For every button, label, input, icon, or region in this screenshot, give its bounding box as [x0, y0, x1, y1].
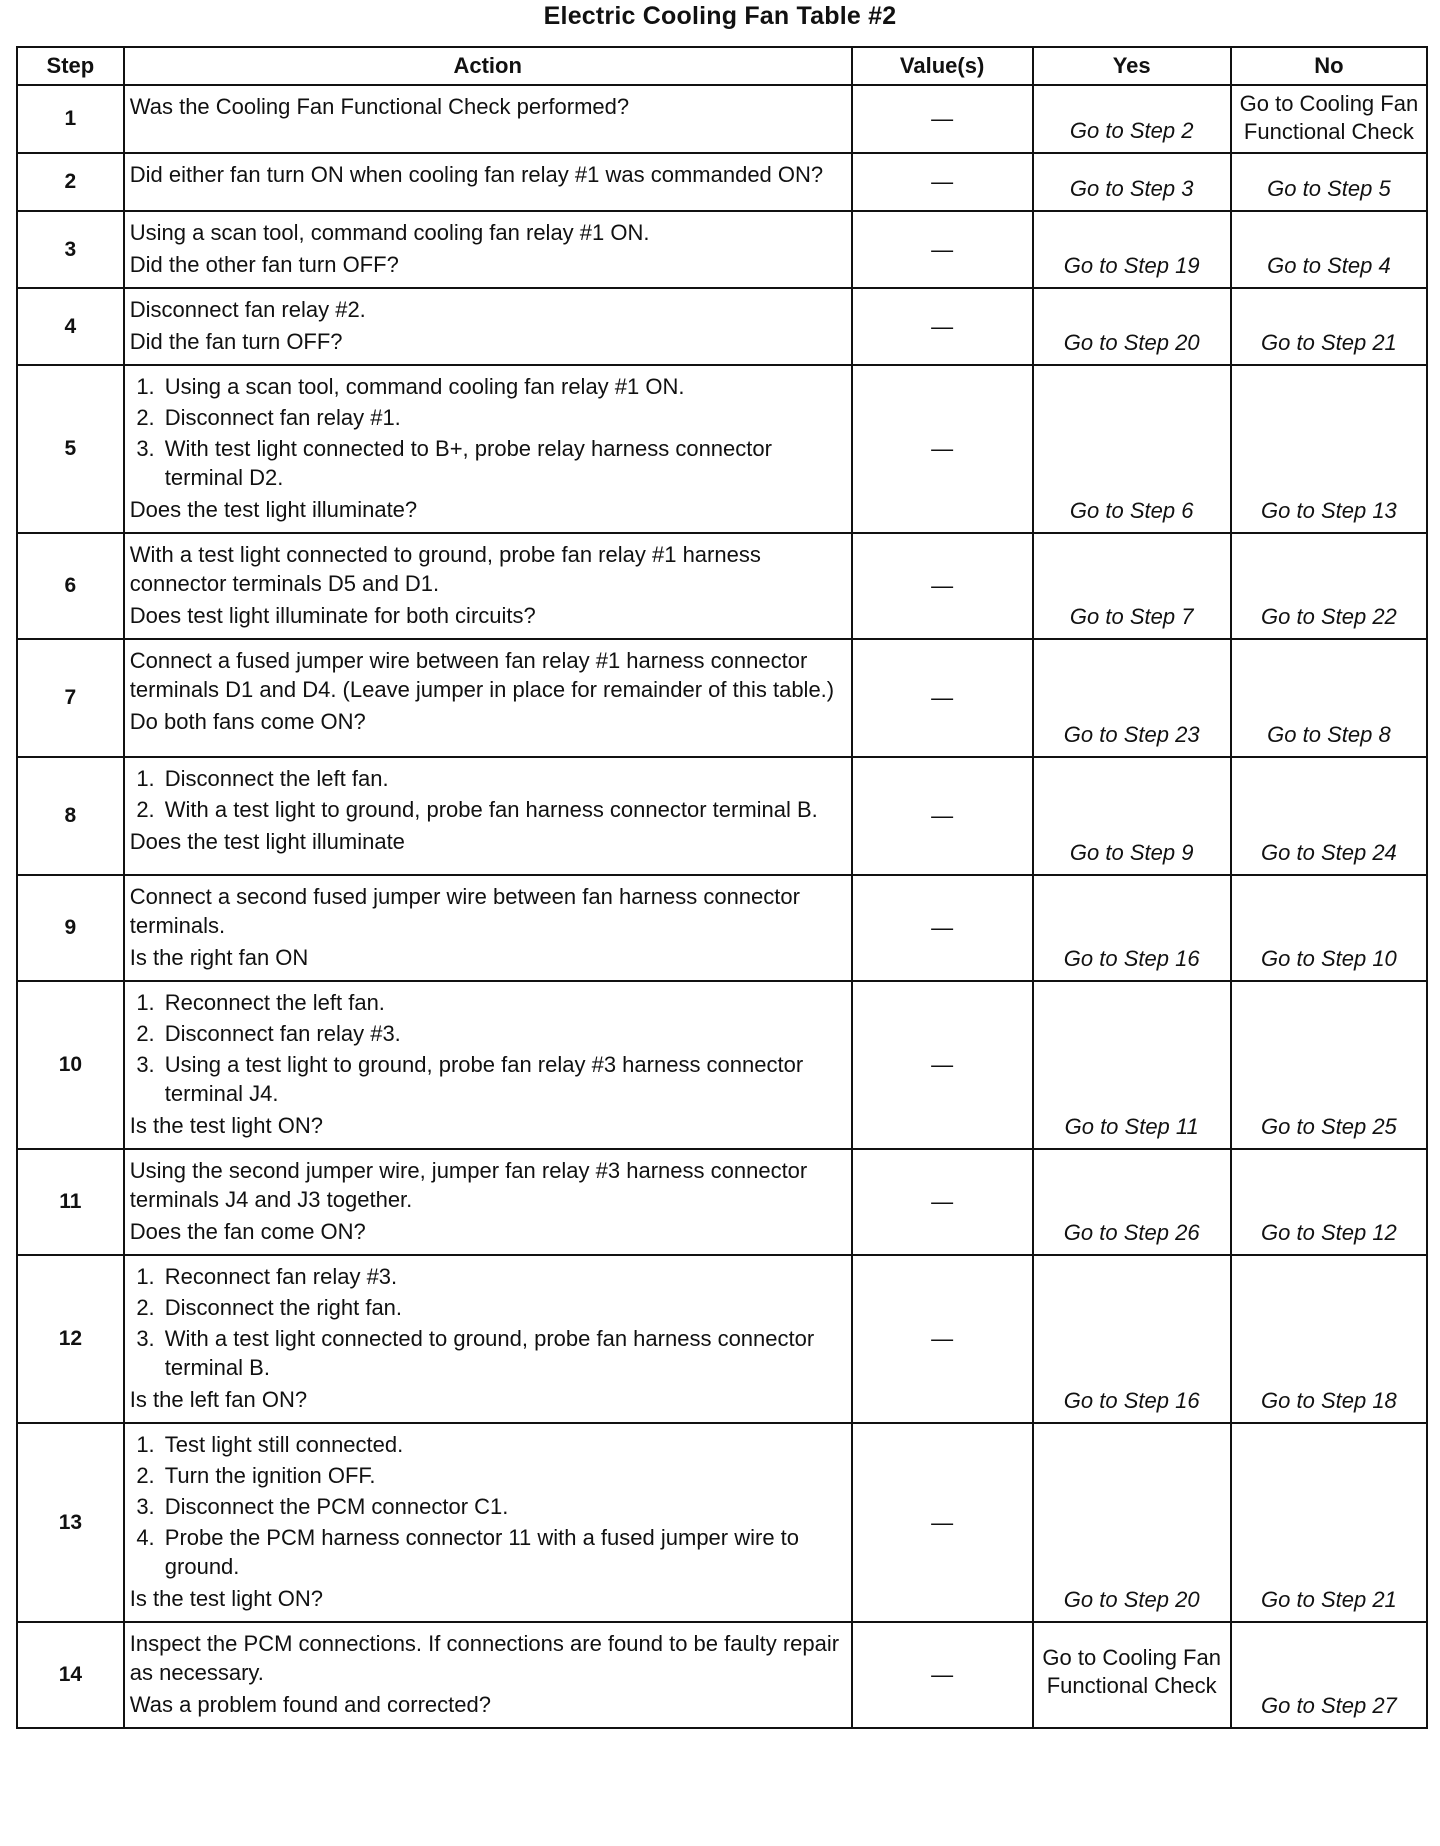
no-action — [1231, 211, 1427, 288]
table-row — [17, 757, 1427, 875]
table-row — [17, 85, 1427, 153]
no-action-text: Go to Step 25 — [1261, 1114, 1397, 1139]
step-number: 2 — [17, 153, 124, 211]
value-cell: — — [852, 1622, 1033, 1728]
action-cell — [124, 365, 852, 533]
step-number: 13 — [17, 1423, 124, 1622]
action-cell — [124, 211, 852, 288]
yes-action-text: Go to Step 20 — [1063, 330, 1200, 355]
yes-action — [1033, 153, 1231, 211]
value-cell: — — [852, 1149, 1033, 1255]
action-cell — [124, 533, 852, 639]
no-action-text: Go to Step 4 — [1267, 253, 1391, 278]
no-action-text: Go to Step 13 — [1261, 498, 1397, 523]
action-text: Does test light illuminate for both circuits? — [129, 603, 536, 628]
action-list-item: 1. Using a scan tool, command cooling fan relay #1 ON. — [161, 372, 843, 401]
table-row — [17, 981, 1427, 1149]
value-cell: — — [852, 533, 1033, 639]
yes-action-text: Go to Step 20 — [1063, 1587, 1200, 1612]
action-cell — [124, 875, 852, 981]
value-cell: — — [852, 211, 1033, 288]
action-list-item: 2. Disconnect the right fan. — [161, 1293, 843, 1322]
table-row — [17, 639, 1427, 757]
yes-action-text: Go to Step 7 — [1069, 604, 1194, 629]
yes-action — [1033, 1423, 1231, 1622]
action-list-item: 3. Disconnect the PCM connector C1. — [161, 1492, 843, 1521]
action-list — [130, 988, 843, 1108]
no-action-text: Go to Step 24 — [1261, 840, 1397, 865]
yes-action-text: Go to Step 9 — [1069, 840, 1194, 865]
action-text: Using a scan tool, command cooling fan relay #1 ON. — [129, 220, 650, 245]
no-action — [1231, 365, 1427, 533]
yes-action — [1033, 1622, 1231, 1728]
no-action — [1231, 1255, 1427, 1423]
value-cell: — — [852, 875, 1033, 981]
value-cell: — — [852, 757, 1033, 875]
action-cell — [124, 639, 852, 757]
action-text: With a test light connected to ground, probe fan relay #1 harness connector terminals D5 and D1. — [129, 542, 761, 596]
action-cell — [124, 981, 852, 1149]
yes-action-text: Go to Step 6 — [1069, 498, 1194, 523]
yes-action-text: Go to Step 16 — [1063, 946, 1200, 971]
action-list-item: 2. Turn the ignition OFF. — [161, 1461, 843, 1490]
no-action — [1231, 981, 1427, 1149]
value-cell: — — [852, 1255, 1033, 1423]
yes-action-text: Go to Step 26 — [1063, 1220, 1200, 1245]
table-row — [17, 288, 1427, 365]
action-text: Was a problem found and corrected? — [129, 1692, 491, 1717]
header-action: Action — [124, 47, 852, 85]
no-action — [1231, 153, 1427, 211]
action-text: Connect a second fused jumper wire between fan harness connector terminals. — [129, 884, 800, 938]
yes-action-text: Go to Step 16 — [1063, 1388, 1200, 1413]
action-text: Is the right fan ON — [129, 945, 309, 970]
yes-action — [1033, 85, 1231, 153]
action-list — [130, 764, 843, 824]
table-row — [17, 1622, 1427, 1728]
header-value: Value(s) — [852, 47, 1033, 85]
action-text: Disconnect fan relay #2. — [129, 297, 366, 322]
value-cell: — — [852, 153, 1033, 211]
step-number: 1 — [17, 85, 124, 153]
step-number: 8 — [17, 757, 124, 875]
no-action — [1231, 288, 1427, 365]
table-row — [17, 1149, 1427, 1255]
action-question: Is the left fan ON? — [129, 1387, 308, 1412]
step-number: 4 — [17, 288, 124, 365]
no-action-text: Go to Step 18 — [1261, 1388, 1397, 1413]
action-list — [130, 372, 843, 492]
table-row — [17, 875, 1427, 981]
yes-action — [1033, 1149, 1231, 1255]
value-cell: — — [852, 639, 1033, 757]
yes-action — [1033, 639, 1231, 757]
yes-action-text: Go to Step 2 — [1069, 118, 1194, 143]
table-title: Electric Cooling Fan Table #2 — [543, 2, 897, 30]
yes-action — [1033, 757, 1231, 875]
header-no: No — [1231, 47, 1427, 85]
yes-action-text: Go to Step 3 — [1069, 176, 1194, 201]
action-text: Did the fan turn OFF? — [129, 329, 343, 354]
no-action — [1231, 1423, 1427, 1622]
action-list-item: 1. Reconnect the left fan. — [161, 988, 843, 1017]
action-cell — [124, 85, 852, 153]
action-list-item: 3. Using a test light to ground, probe fan relay #3 harness connector terminal J4. — [161, 1050, 843, 1108]
action-list-item: 4. Probe the PCM harness connector 11 with a fused jumper wire to ground. — [161, 1523, 843, 1581]
header-step: Step — [17, 47, 124, 85]
no-action — [1231, 85, 1427, 153]
action-text: Did the other fan turn OFF? — [129, 252, 399, 277]
step-number: 10 — [17, 981, 124, 1149]
action-question: Is the test light ON? — [129, 1586, 323, 1611]
action-question: Does the test light illuminate? — [129, 497, 418, 522]
action-list-item: 3. With a test light connected to ground, probe fan harness connector terminal B. — [161, 1324, 843, 1382]
no-action-text: Go to Step 8 — [1267, 722, 1391, 747]
action-text: Inspect the PCM connections. If connections are found to be faulty repair as necessary. — [129, 1631, 840, 1685]
no-action-text: Go to Cooling Fan Functional Check — [1239, 91, 1419, 144]
step-number: 11 — [17, 1149, 124, 1255]
action-cell — [124, 1149, 852, 1255]
no-action-text: Go to Step 10 — [1261, 946, 1397, 971]
table-row — [17, 1255, 1427, 1423]
step-number: 14 — [17, 1622, 124, 1728]
action-cell — [124, 757, 852, 875]
table-row — [17, 1423, 1427, 1622]
action-text: Was the Cooling Fan Functional Check performed? — [129, 94, 630, 119]
no-action — [1231, 757, 1427, 875]
step-number: 9 — [17, 875, 124, 981]
no-action-text: Go to Step 5 — [1267, 176, 1391, 201]
no-action-text: Go to Step 27 — [1261, 1693, 1397, 1718]
action-cell — [124, 153, 852, 211]
header-yes: Yes — [1033, 47, 1231, 85]
action-text: Do both fans come ON? — [129, 709, 366, 734]
table-row — [17, 533, 1427, 639]
no-action-text: Go to Step 22 — [1261, 604, 1397, 629]
action-list-item: 1. Disconnect the left fan. — [161, 764, 843, 793]
no-action — [1231, 639, 1427, 757]
table-body — [17, 85, 1427, 1728]
no-action-text: Go to Step 12 — [1261, 1220, 1397, 1245]
action-list — [130, 1430, 843, 1581]
yes-action — [1033, 981, 1231, 1149]
step-number: 3 — [17, 211, 124, 288]
step-number: 5 — [17, 365, 124, 533]
action-text: Did either fan turn ON when cooling fan relay #1 was commanded ON? — [129, 162, 824, 187]
yes-action — [1033, 1255, 1231, 1423]
action-cell — [124, 1622, 852, 1728]
value-cell: — — [852, 1423, 1033, 1622]
header-row — [17, 47, 1427, 85]
action-cell — [124, 1423, 852, 1622]
table-row — [17, 211, 1427, 288]
step-number: 7 — [17, 639, 124, 757]
action-text: Connect a fused jumper wire between fan relay #1 harness connector terminals D1 and D4. (Leave jumper in place for remainder of this table.) — [129, 648, 835, 702]
no-action-text: Go to Step 21 — [1261, 1587, 1397, 1612]
yes-action — [1033, 211, 1231, 288]
action-list-item: 2. Disconnect fan relay #1. — [161, 403, 843, 432]
table-row — [17, 153, 1427, 211]
no-action — [1231, 1149, 1427, 1255]
yes-action — [1033, 365, 1231, 533]
yes-action-text: Go to Cooling Fan Functional Check — [1042, 1645, 1221, 1698]
action-cell — [124, 1255, 852, 1423]
no-action — [1231, 875, 1427, 981]
yes-action — [1033, 288, 1231, 365]
no-action — [1231, 1622, 1427, 1728]
value-cell: — — [852, 85, 1033, 153]
action-list-item: 3. With test light connected to B+, probe relay harness connector terminal D2. — [161, 434, 843, 492]
yes-action-text: Go to Step 11 — [1064, 1114, 1199, 1139]
yes-action — [1033, 533, 1231, 639]
action-list-item: 2. Disconnect fan relay #3. — [161, 1019, 843, 1048]
yes-action — [1033, 875, 1231, 981]
no-action-text: Go to Step 21 — [1261, 330, 1397, 355]
action-question: Is the test light ON? — [129, 1113, 323, 1138]
action-question: Does the test light illuminate — [129, 829, 405, 854]
action-cell — [124, 288, 852, 365]
value-cell: — — [852, 365, 1033, 533]
yes-action-text: Go to Step 23 — [1063, 722, 1200, 747]
table-row — [17, 365, 1427, 533]
step-number: 12 — [17, 1255, 124, 1423]
step-number: 6 — [17, 533, 124, 639]
action-list — [130, 1262, 843, 1382]
action-list-item: 1. Reconnect fan relay #3. — [161, 1262, 843, 1291]
value-cell: — — [852, 288, 1033, 365]
yes-action-text: Go to Step 19 — [1063, 253, 1200, 278]
action-list-item: 1. Test light still connected. — [161, 1430, 843, 1459]
value-cell: — — [852, 981, 1033, 1149]
action-text: Using the second jumper wire, jumper fan relay #3 harness connector terminals J4 and J3 together. — [129, 1158, 808, 1212]
cooling-fan-diagnostic-table — [16, 46, 1428, 1729]
action-list-item: 2. With a test light to ground, probe fan harness connector terminal B. — [161, 795, 843, 824]
no-action — [1231, 533, 1427, 639]
action-text: Does the fan come ON? — [129, 1219, 366, 1244]
